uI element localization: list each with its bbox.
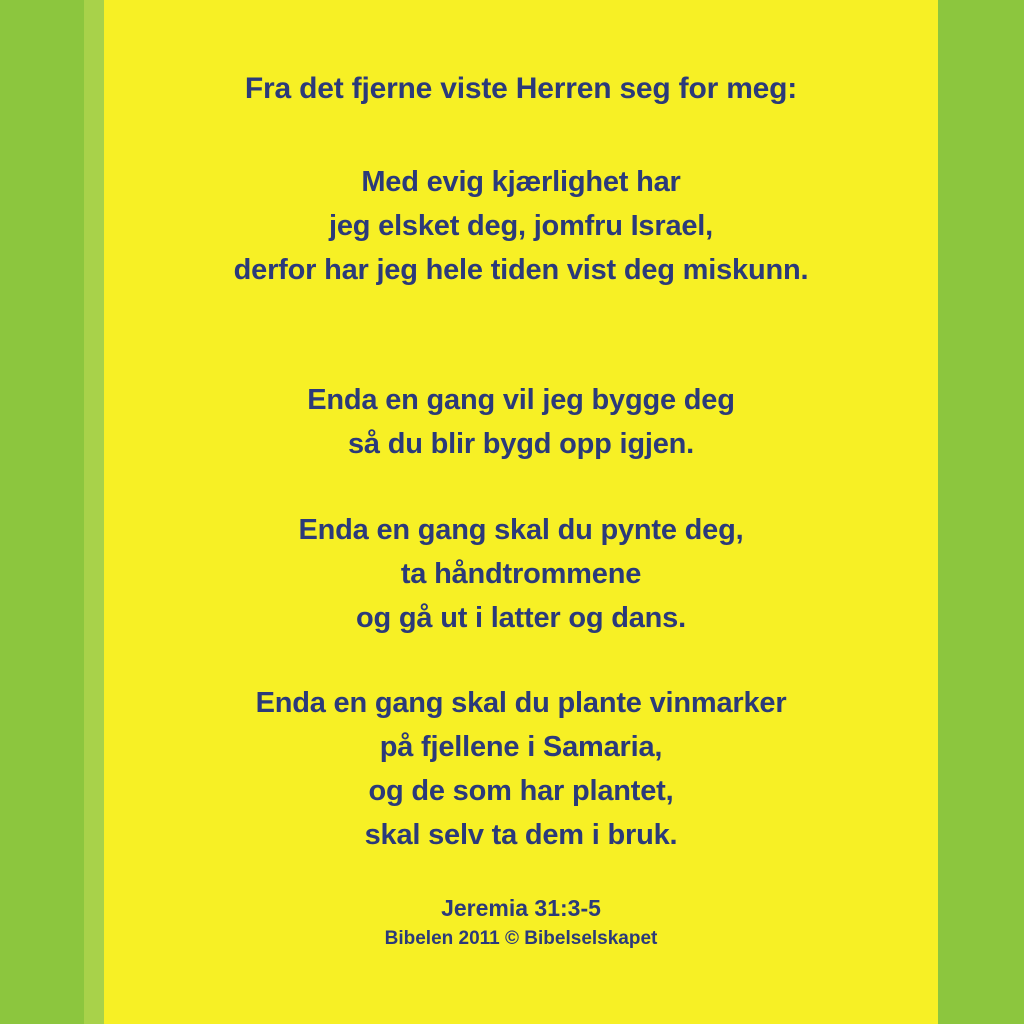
left-divider-stripe [84,0,104,1024]
verse-stanza-4 [104,681,938,857]
verse-heading: Fra det fjerne viste Herren seg for meg: [244,72,798,105]
verse-line: jeg elsket deg, jomfru Israel, [328,210,714,242]
verse-stanza-3 [104,508,938,640]
verse-line: Enda en gang skal du pynte deg, [298,514,744,546]
verse-line: skal selv ta dem i bruk. [364,819,678,851]
verse-line: Enda en gang skal du plante vinmarker [255,687,787,719]
verse-line: derfor har jeg hele tiden vist deg miskunn. [233,254,809,286]
left-green-border [0,0,84,1024]
verse-content [104,0,938,1024]
verse-line: og gå ut i latter og dans. [356,602,686,634]
verse-line: Enda en gang vil jeg bygge deg [307,384,735,416]
right-green-border [938,0,1024,1024]
verse-stanza-2 [104,378,938,466]
verse-reference: Jeremia 31:3-5 [441,895,601,921]
verse-line: så du blir bygd opp igjen. [347,428,695,460]
verse-line: og de som har plantet, [368,775,674,807]
verse-line: ta håndtrommene [400,558,642,590]
verse-line: på fjellene i Samaria, [379,731,663,763]
verse-line: Med evig kjærlighet har [361,166,681,198]
verse-stanza-1 [104,160,938,292]
verse-credit: Bibelen 2011 © Bibelselskapet [384,928,658,949]
